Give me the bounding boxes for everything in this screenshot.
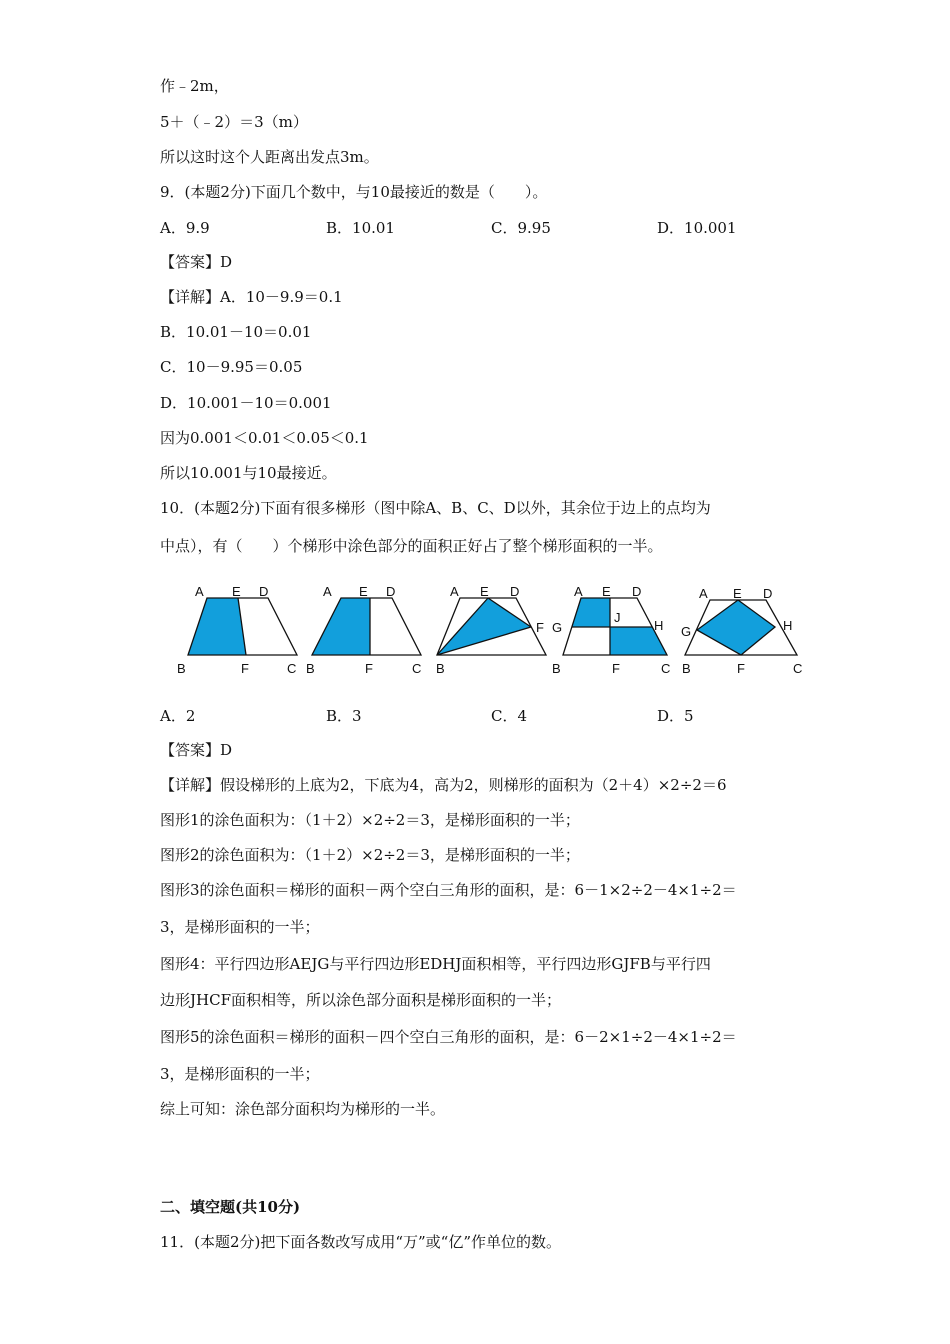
- solution-line-1: 作﹣2m，: [160, 77, 229, 95]
- f4-label-f: F: [612, 661, 620, 676]
- q9-option-d: D．10.001: [657, 219, 737, 237]
- detail-10-5: 3，是梯形面积的一半；: [160, 918, 320, 936]
- f4-label-g: G: [552, 620, 563, 635]
- solution-line-2: 5＋（﹣2）＝3（m）: [160, 113, 308, 131]
- detail-9-1: 【详解】A．10－9.9＝0.1: [160, 288, 343, 306]
- answer-9: 【答案】D: [160, 253, 233, 271]
- q10-option-b: B．3: [326, 707, 362, 725]
- f5-label-h: H: [783, 618, 793, 633]
- detail-9-6: 所以10.001与10最接近。: [160, 464, 337, 482]
- detail-9-5: 因为0.001＜0.01＜0.05＜0.1: [160, 429, 369, 447]
- detail-9-3: C．10－9.95＝0.05: [160, 358, 303, 376]
- figure-3: [436, 584, 546, 676]
- figure-5-shaded: [697, 600, 775, 655]
- f3-label-e: E: [480, 584, 489, 599]
- f4-label-b: B: [552, 661, 561, 676]
- f4-label-a: A: [574, 584, 583, 599]
- figure-4: [552, 584, 670, 676]
- figure-2: [306, 584, 421, 676]
- q10-option-a: A．2: [160, 707, 196, 725]
- f3-label-a: A: [450, 584, 459, 599]
- f2-label-a: A: [323, 584, 332, 599]
- f4-label-c: C: [661, 661, 671, 676]
- question-10-line-2: 中点），有（ ）个梯形中涂色部分的面积正好占了整个梯形面积的一半。: [160, 537, 663, 555]
- f1-label-a: A: [195, 584, 204, 599]
- question-11: 11．(本题2分)把下面各数改写成用“万”或“亿”作单位的数。: [160, 1233, 562, 1251]
- f3-label-f: F: [536, 620, 544, 635]
- f5-label-b: B: [682, 661, 691, 676]
- solution-line-3: 所以这时这个人距离出发点3m。: [160, 148, 379, 166]
- q10-option-c: C．4: [491, 707, 528, 725]
- question-9-options: [160, 217, 860, 237]
- f2-label-d: D: [386, 584, 396, 599]
- f5-label-e: E: [733, 586, 742, 601]
- detail-10-1: 【详解】假设梯形的上底为2，下底为4，高为2，则梯形的面积为（2＋4）×2÷2＝6: [160, 776, 727, 794]
- q10-option-d: D．5: [657, 707, 694, 725]
- f3-label-b: B: [436, 661, 445, 676]
- figure-1: [177, 584, 297, 676]
- f5-label-g: G: [681, 624, 692, 639]
- q9-option-c: C．9.95: [491, 219, 551, 237]
- figure-3-shaded: [437, 598, 531, 655]
- f4-label-e: E: [602, 584, 611, 599]
- figure-4-shaded-top: [572, 598, 610, 627]
- figure-2-shaded: [312, 598, 370, 655]
- detail-10-8: 图形5的涂色面积＝梯形的面积－四个空白三角形的面积，是：6－2×1÷2－4×1÷2＝: [160, 1028, 737, 1046]
- f1-label-d: D: [259, 584, 269, 599]
- f1-label-e: E: [232, 584, 241, 599]
- f4-label-j: J: [614, 610, 621, 625]
- f2-label-e: E: [359, 584, 368, 599]
- detail-9-2: B．10.01－10＝0.01: [160, 323, 312, 341]
- f1-label-c: C: [287, 661, 297, 676]
- section-2-heading: 二、填空题(共10分): [160, 1198, 301, 1216]
- trapezoid-figures: [0, 578, 950, 683]
- f1-label-b: B: [177, 661, 186, 676]
- detail-10-9: 3，是梯形面积的一半；: [160, 1065, 320, 1083]
- f4-label-d: D: [632, 584, 642, 599]
- f5-label-d: D: [763, 586, 773, 601]
- question-10-line-1: 10．(本题2分)下面有很多梯形（图中除A、B、C、D以外，其余位于边上的点均为: [160, 499, 711, 517]
- detail-10-2: 图形1的涂色面积为：（1＋2）×2÷2＝3，是梯形面积的一半；: [160, 811, 580, 829]
- f5-label-c: C: [793, 661, 803, 676]
- f3-label-d: D: [510, 584, 520, 599]
- f4-label-h: H: [654, 618, 664, 633]
- question-9: 9．(本题2分)下面几个数中，与10最接近的数是（ ）。: [160, 183, 548, 201]
- f2-label-f: F: [365, 661, 373, 676]
- f5-label-f: F: [737, 661, 745, 676]
- figure-5: [681, 586, 802, 676]
- detail-10-10: 综上可知：涂色部分面积均为梯形的一半。: [160, 1100, 446, 1118]
- detail-10-3: 图形2的涂色面积为：（1＋2）×2÷2＝3，是梯形面积的一半；: [160, 846, 580, 864]
- detail-9-4: D．10.001－10＝0.001: [160, 394, 332, 412]
- f1-label-f: F: [241, 661, 249, 676]
- figure-1-shaded: [188, 598, 246, 655]
- answer-10: 【答案】D: [160, 741, 233, 759]
- detail-10-6: 图形4：平行四边形AEJG与平行四边形EDHJ面积相等，平行四边形GJFB与平行四: [160, 955, 711, 973]
- q9-option-b: B．10.01: [326, 219, 395, 237]
- detail-10-7: 边形JHCF面积相等，所以涂色部分面积是梯形面积的一半；: [160, 991, 561, 1009]
- f2-label-c: C: [412, 661, 422, 676]
- f5-label-a: A: [699, 586, 708, 601]
- detail-10-4: 图形3的涂色面积＝梯形的面积－两个空白三角形的面积，是：6－1×2÷2－4×1÷2＝: [160, 881, 737, 899]
- f2-label-b: B: [306, 661, 315, 676]
- question-10-options: [160, 705, 860, 725]
- q9-option-a: A．9.9: [160, 219, 210, 237]
